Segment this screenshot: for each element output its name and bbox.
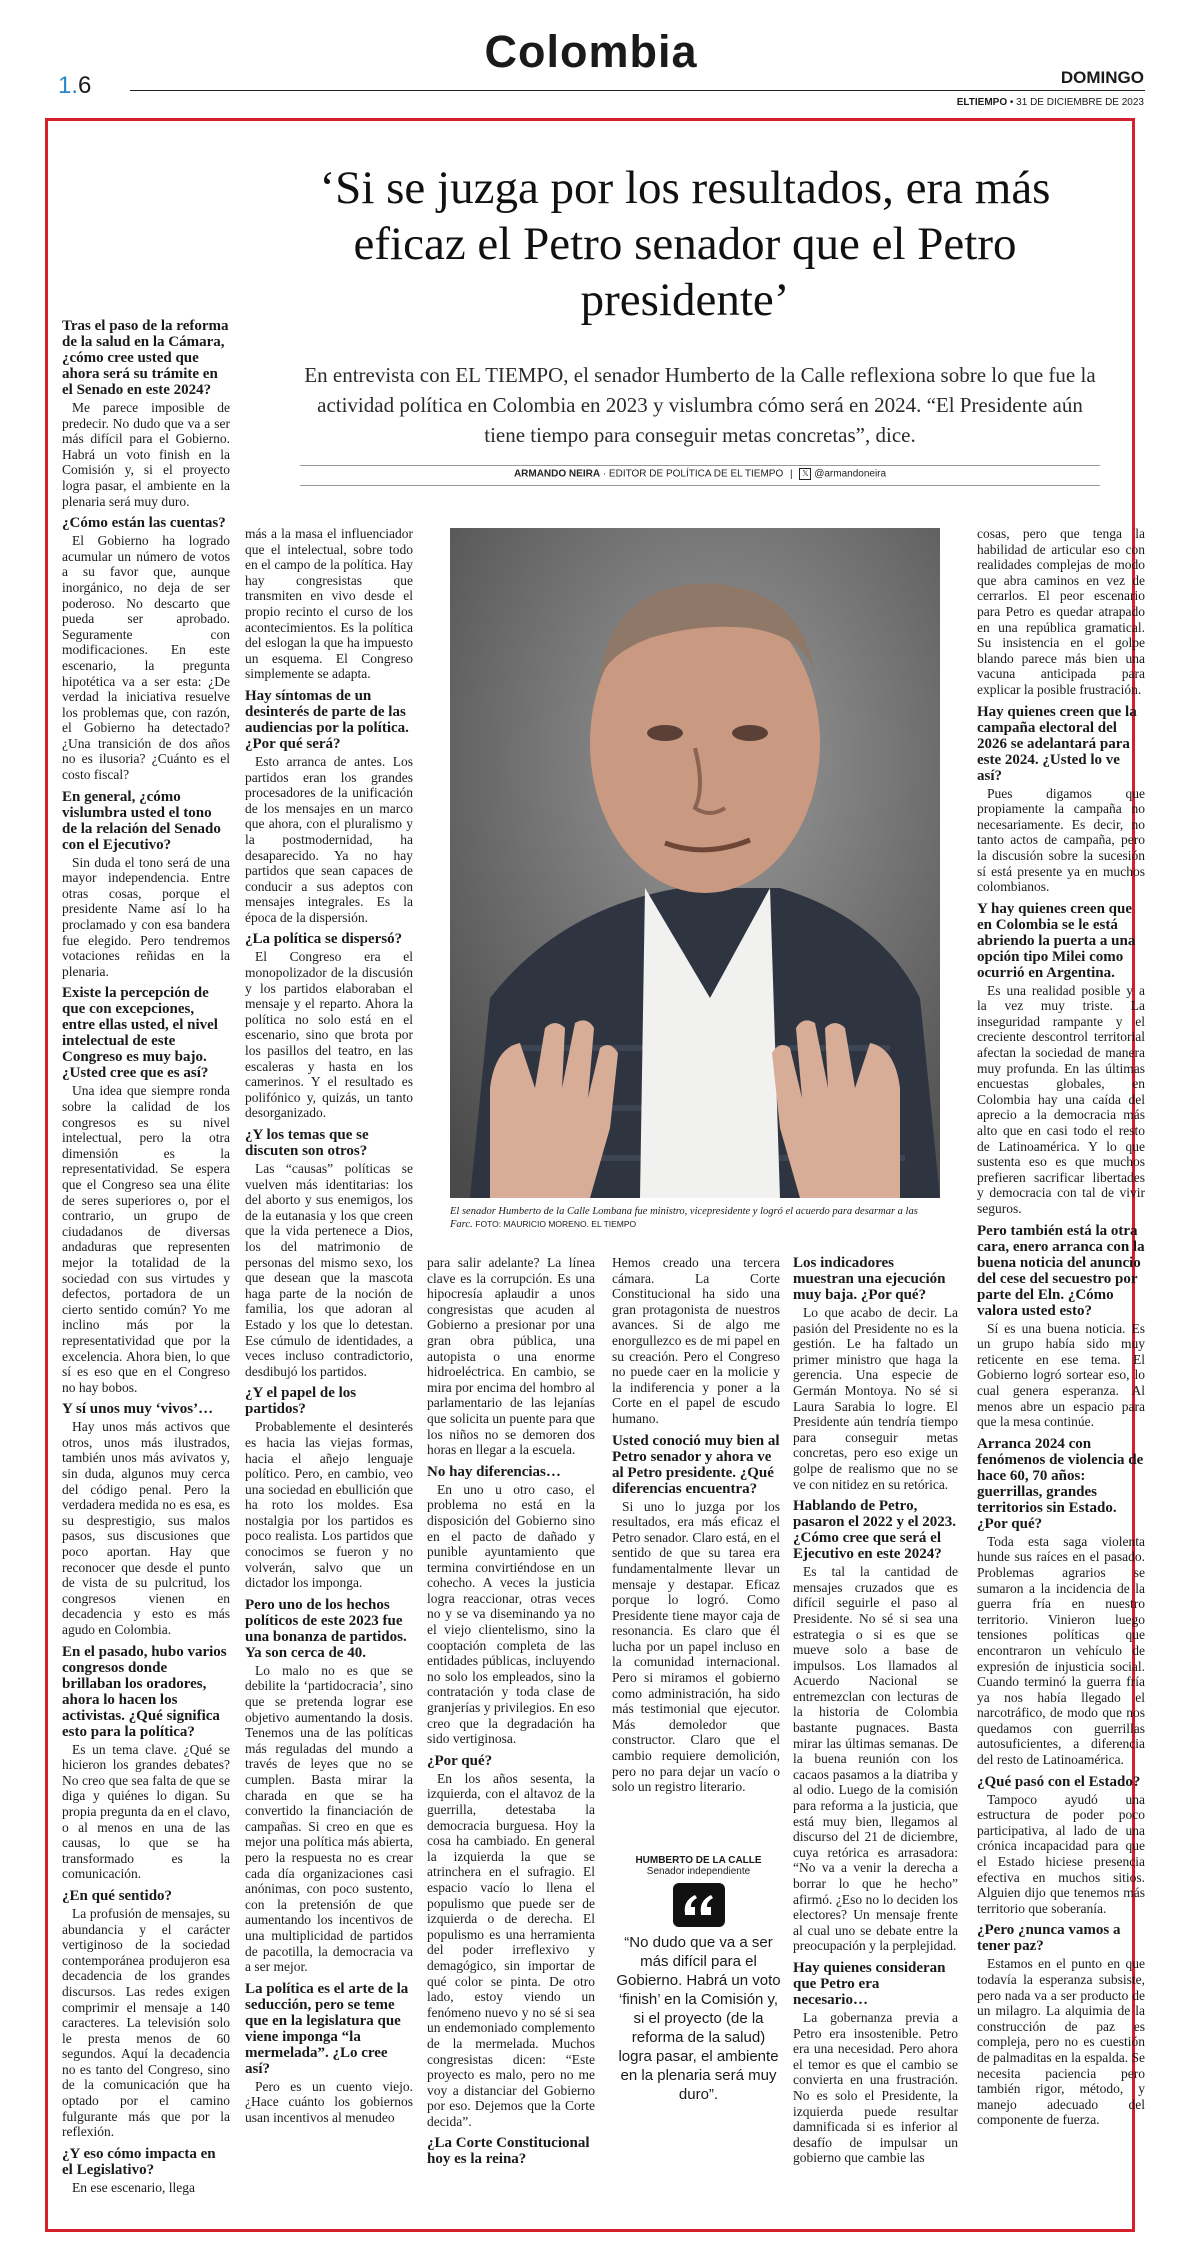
answer: Probablemente el desinterés es hacia las viejas formas, hacia el añejo lenguaje político. Pero, en cambio, veo una sociedad en ebullición que ha roto los moldes. Esa nostalgia por los partidos es poco realista. Los partidos que conocimos se fueron y no volverán, salvo que un dictador los imponga. — [245, 1419, 413, 1591]
answer: Me parece imposible de predecir. No dudo que va a ser más difícil para el Gobierno. Habrá un voto finish en la Comisión y, si el proyecto logra pasar, el ambiente en la plenaria será muy duro. — [62, 400, 230, 509]
answer: Hemos creado una tercera cámara. La Corte Constitucional ha sido una gran protagonista de nuestros avances. Si de algo me enorgullezco es de mi papel en su creación. Pero el Congreso no puede caer en la molicie y la indiferencia y poner a la Corte en el papel de escudo humano. — [612, 1255, 780, 1426]
answer: Toda esta saga violenta hunde sus raíces en el pasado. Problemas agrarios se sumaron a la incidencia de la guerra fría en nuestro territorio. Vinieron luego tensiones políticas que encontraron un vehículo de expresión de injusticia social. Cuando terminó la guerra fría ya nos había llegado el narcotráfico, de modo que nos quedamos con guerrillas autosuficientes, a diferencia del resto de Latinoamérica. — [977, 1533, 1145, 1768]
question: ¿La Corte Constitucional hoy es la reina? — [427, 2135, 590, 2168]
answer: Tampoco ayudó una estructura de poder poco participativa, al lado de una crónica incapacidad para que el Estado hiciese presencia efectiva en muchos sitios. Alguien dijo que tenemos más territorio que soberanía. — [977, 1791, 1145, 1916]
answer: En los años sesenta, la izquierda, con el altavoz de la guerrilla, detestaba la democracia burguesa. Hoy la cosa ha cambiado. En general la izquierda la que se atrinchera en el sufragio. El espacio vacío lo llena el populismo que puede ser de izquierda o de derecha. El populismo es una herramienta del poder irreflexivo y demagógico, sin importar de qué color se pinta. De otro lado, estoy viendo un fenómeno nuevo y no sé si sea un endemoniado complemento de la mermelada. Muchos congresistas dicen: “Este proyecto es malo, pero no me voy a distanciar del Gobierno por eso. Dejemos que la Corte decida”. — [427, 1770, 595, 2129]
question: Pero uno de los hechos políticos de este 2023 fue una bonanza de partidos. Ya son cerca de 40. — [245, 1596, 407, 1661]
question: ¿Qué pasó con el Estado? — [977, 1773, 1141, 1790]
question: ¿Y los temas que se discuten son otros? — [245, 1127, 369, 1159]
quote-role: Senador independiente — [646, 1866, 751, 1877]
byline-name: ARMANDO NEIRA — [513, 468, 601, 480]
column-1 — [62, 312, 230, 2199]
answer: Pero es un cuento viejo. ¿Hace cuánto los gobiernos usan incentivos al menudeo — [245, 2078, 413, 2125]
question: ¿En qué sentido? — [62, 1887, 173, 1904]
column-4 — [612, 1255, 780, 1799]
answer: Lo que acabo de decir. La pasión del Presidente no es la gestión. Le ha faltado un primer ministro que haga la gerencia. Una especie de Germán Montoya. No sé si Laura Sarabia lo logre. El Presidente aún tendría tiempo para conseguir metas concretas, pero eso exige un golpe de realismo que no se ve con nitidez en su retórica. — [793, 1305, 958, 1492]
question: Hay quienes creen que la campaña electoral del 2026 se adelantará para este 2024. ¿Usted lo ve así? — [977, 703, 1137, 784]
day-label: DOMINGO — [1060, 68, 1144, 87]
answer: El Congreso era el monopolizador de la discusión y los partidos elaboraban el mensaje y el reparto. Ahora la política no solo está en el escenario, sino que brota por los pasillos del teatro, en las escaleras y hasta en los camerinos. Y el resultado es polifónico y, quizás, un tanto desorganizado. — [245, 949, 413, 1121]
header-rule — [130, 90, 1145, 91]
answer: Hay unos más activos que otros, unos más ilustrados, también unos más avivatos y, sin duda, algunos muy cerca del código penal. Pero la verdadera medida no es esa, es su desprestigio, sus malos pasos, sus discusiones que poco aportan. Hay que reconocer que desde el punto de vista de su pulcritud, los congresos vienen en decadencia y esto es más agudo en Colombia. — [62, 1419, 230, 1637]
question: Tras el paso de la reforma de la salud en la Cámara, ¿cómo cree usted que ahora será su trámite en el Senado en este 2024? — [62, 318, 229, 398]
x-logo-icon: 𝕏 — [799, 468, 811, 480]
question: Existe la percepción de que con excepciones, entre ellas usted, el nivel intelectual de este Congreso es muy bajo. ¿Usted cree que es así? — [62, 985, 218, 1082]
portrait-photo-graphic — [450, 528, 940, 1198]
answer: Sin duda el tono será de una mayor independencia. Entre otras cosas, porque el presidente Name así lo ha proclamado y con esa bandera fue elegido. Pero tendremos votaciones reñidas en la plenaria. — [62, 854, 230, 979]
portrait-photo — [450, 528, 940, 1198]
answer: Esto arranca de antes. Los partidos eran los grandes procesadores de la unificación de los mensajes en un marco que ahora, con el pluralismo y la postmodernidad, ha desaparecido. Ya no hay partidos que sean capaces de conducir a sus adeptos con mensajes integrales. Es la época de la dispersión. — [245, 753, 413, 925]
question: Y hay quienes creen que en Colombia se le está abriendo la puerta a una opción tipo Milei como ocurrió en Argentina. — [977, 900, 1136, 981]
answer: La gobernanza previa a Petro era insostenible. Petro era una necesidad. Pero ahora el temor es que el cambio se convierta en una frustración. No es solo el Presidente, la izquierda puede resultar damnificada si es inferior al desafío de impulsar un gobierno que cambie las — [793, 2009, 958, 2166]
answer: para salir adelante? La línea clave es la corrupción. Es una hipocresía aplaudir a unos congresistas que acuden al Gobierno a presionar por una gran obra pública, una autopista o una enorme hidroeléctrica. En cambio, se mira por encima del hombro al parlamentario de las lejanías que solicita un puente para que los niños no se demoren dos horas en llegar a la escuela. — [427, 1255, 595, 1458]
question: La política es el arte de la seducción, pero se teme que en la legislatura que viene imponga “la mermelada”. ¿Lo cree así? — [245, 1980, 409, 2077]
question: ¿La política se dispersó? — [245, 931, 403, 948]
photo-caption — [450, 1205, 940, 1231]
page-number — [58, 72, 91, 100]
column-5 — [793, 1255, 958, 2170]
answer: Es tal la cantidad de mensajes cruzados que es difícil seguirle el paso al Presidente. No sé si sea una estrategia o si es que se mueve solo a base de impulsos. Los llamados al Acuerdo Nacional se entremezclan con lecturas de la historia de Colombia bastante pugnaces. Basta mirar las últimas semanas. De la buena reunión con los cacaos pasamos a la diatriba y al odio. Luego de la comisión para reforma a la justicia, que está muy bien, llegamos al discurso del 21 de diciembre, cuya retórica es arrasadora: “No va a venir la derecha a borrar lo que he hecho” afirmó. ¿Eso no lo deciden los electores? Un mensaje frente al cual uno se debate entre la preocupación y la perplejidad. — [793, 1564, 958, 1954]
answer: En uno u otro caso, el problema no está en la disposición del Gobierno sino en el pacto de dañado y punible ayuntamiento que termina convirtiéndose en un cohecho. A veces la justicia logra reaccionar, otras veces no y se va diseminando ya no el viejo clientelismo, sino la cooptación completa de las entidades públicas, incluyendo no solo los empleados, sino la contratación y toda clase de granjerías y privilegios. En eso creo que la degradación ha sido vertiginosa. — [427, 1481, 595, 1747]
answer: El Gobierno ha logrado acumular un número de votos a su favor que, aunque inorgánico, no deja de ser poderoso. No descarto que pueda ser aprobado. Seguramente con modificaciones. En este escenario, la pregunta hipotética va a ser esta: ¿De verdad la iniciativa resuelve los problemas que, con razón, el Gobierno ha detectado? ¿Una transición de dos años no es ilusoria? ¿Cuánto es el costo fiscal? — [62, 533, 230, 783]
byline: ARMANDO NEIRA · EDITOR DE POLÍTICA DE EL TIEMPO | 𝕏 @armandoneira — [513, 468, 887, 480]
answer: Las “causas” políticas se vuelven más identitarias: los del aborto y sus enemigos, los de la eutanasia y los que creen que la vida pertenece a Dios, los del matrimonio de personas del mismo sexo, los que desean que la mascota haga parte de la noción de familia, los que adoran al Estado y los que lo detestan. Ese cúmulo de identidades, a veces incluso contradictorio, desdibujó los partidos. — [245, 1161, 413, 1379]
question: Pero también está la otra cara, enero arranca con la buena noticia del anuncio del cese del secuestro por parte del Eln. ¿Cómo valora usted esto? — [977, 1222, 1145, 1319]
page-number-prefix: 1. — [58, 72, 79, 99]
question: Hay quienes consideran que Petro era necesario… — [793, 1959, 946, 2008]
byline-rule-bottom — [300, 485, 1100, 486]
byline-rule-top — [300, 465, 1100, 466]
answer: En ese escenario, llega — [72, 2179, 195, 2195]
page-number-value: 6 — [78, 72, 92, 99]
question: ¿Y el papel de los partidos? — [245, 1385, 357, 1418]
byline-social: @armandoneira — [814, 468, 887, 480]
dateline — [957, 97, 1144, 108]
question: ¿Y eso cómo impacta en el Legislativo? — [62, 2145, 216, 2178]
column-3 — [427, 1255, 595, 2169]
question: Los indicadores muestran una ejecución muy baja. ¿Por qué? — [793, 1255, 946, 1303]
headline: ‘Si se juzga por los resultados, era más eficaz el Petro senador que el Petro presidente’ — [319, 162, 1051, 326]
question: Y sí unos muy ‘vivos’… — [62, 1401, 214, 1418]
quote-text: “No dudo que va a ser más difícil para el Gobierno. Habrá un voto ‘finish’ en la Comisión y, si el proyecto (de la reforma de la salud) logra pasar, el ambiente en la plenaria será muy duro”. — [616, 1934, 781, 2103]
answer: Estamos en el punto en que todavía la esperanza subsiste, pero nada va a ser producto de un milagro. La alquimia de la construcción de paz es compleja, pero no es cuestión de palmaditas en la espalda. Se necesita paciencia pero también rigor, método, y manejo adecuado del componente de fuerza. — [977, 1956, 1145, 2128]
photo-credit: FOTO: MAURICIO MORENO. EL TIEMPO — [475, 1219, 637, 1229]
answer: Es un tema clave. ¿Qué se hicieron los grandes debates? No creo que sea falta de que se diga y quiénes lo digan. Su propia pregunta da en el clavo, o al menos en una de las causas, lo que se ha transformado es la comunicación. — [62, 1741, 230, 1882]
answer: Es una realidad posible y a la vez muy triste. La inseguridad rampante y el creciente descontrol territorial afectan la sociedad de manera muy profunda. En las últimas encuestas globales, en Colombia hay una caída del aprecio a la democracia más alto que en casi todo el resto de Latinoamérica. Y lo que sustenta eso es que muchos prefieren sacrificar libertades y democracia con tal de vivir seguros. — [977, 982, 1145, 1216]
question: Arranca 2024 con fenómenos de violencia de hace 60, 70 años: guerrillas, grandes territorios sin Estado. ¿Por qué? — [977, 1435, 1144, 1532]
byline-role: · EDITOR DE POLÍTICA DE EL TIEMPO — [600, 468, 784, 480]
paper-name: ELTIEMPO — [956, 97, 1008, 108]
question: No hay diferencias… — [427, 1463, 561, 1480]
caption-text: El senador Humberto de la Calle Lombana fue ministro, vicepresidente y logró el acuerdo para desarmar a las Farc. — [450, 1206, 918, 1230]
question: Hay síntomas de un desinterés de parte de las audiencias por la política. ¿Por qué será? — [245, 687, 409, 752]
answer: La profusión de mensajes, su abundancia y el carácter vertiginoso de la sociedad contemporánea produjeron esa decadencia de los grandes discursos. Las redes exigen comprimir el mensaje a 140 caracteres. La televisión solo le presta menos de 60 segundos. Aquí la decadencia no es tanto del Congreso, sino de la comunicación que ha optado por el camino fulgurante más que por la reflexión. — [62, 1905, 230, 2140]
question: Hablando de Petro, pasaron el 2022 y el 2023. ¿Cómo cree que será el Ejecutivo en este 2024? — [793, 1498, 957, 1563]
pull-quote — [616, 1855, 781, 2104]
quote-name: HUMBERTO DE LA CALLE — [635, 1855, 762, 1866]
answer: cosas, pero que tenga la habilidad de articular eso con realidades complejas de modo que abra caminos en vez de cerrarlos. El peor escenario para Petro es quedar atrapado en una república gramatical. Su insistencia en el golpe blando parece más bien una vacuna anticipada para explicar la posible frustración. — [977, 526, 1145, 697]
question: En general, ¿cómo vislumbra usted el tono de la relación del Senado con el Ejecutivo? — [62, 788, 221, 853]
question: Usted conoció muy bien al Petro senador y ahora ve al Petro presidente. ¿Qué diferencias encuentra? — [612, 1432, 780, 1497]
column-6 — [977, 526, 1145, 2132]
section-title: Colombia — [484, 26, 698, 77]
answer: Pues digamos que propiamente la campaña no necesariamente. Es decir, no tanto actos de campaña, pero la discusión sobre la sucesión sí está presente ya en muchos colombianos. — [977, 785, 1145, 895]
question: ¿Pero ¿nunca vamos a tener paz? — [977, 1922, 1121, 1955]
column-2 — [245, 526, 413, 2130]
question: En el pasado, hubo varios congresos donde brillaban los oradores, ahora lo hacen los activistas. ¿Qué significa esto para la política? — [62, 1643, 227, 1740]
question: ¿Cómo están las cuentas? — [62, 515, 226, 532]
answer: Lo malo no es que se debilite la ‘partidocracia’, sino que se pretenda lograr ese objetivo aumentando la dosis. Tenemos una de las políticas más reguladas del mundo a través de leyes que no se cumplen. Basta mirar la charada en que se ha convertido la financiación de campañas. Si creo en que es mejor una política más abierta, pero la respuesta no es crear cada día organizaciones casi anónimas, con poco sustento, con la pretensión de que aumentando los incentivos de una multiplicidad de partidos de pacotilla, la democracia va a ser mejor. — [245, 1662, 413, 1975]
date-text: • 31 DE DICIEMBRE DE 2023 — [1007, 97, 1144, 108]
quote-mark-icon — [673, 1883, 725, 1927]
answer: Sí es una buena noticia. Es un grupo había sido muy reticente en ese tema. El Gobierno logró sortear eso, lo cual genera esperanza. Al menos abre un espacio para que la mesa continúe. — [977, 1320, 1145, 1430]
answer: más a la masa el influenciador que el intelectual, sobre todo en el campo de la política. Hay hay congresistas que transmiten en vivo desde el propio recinto el curso de los acontecimientos. Es la política del eslogan la que ha impuesto un esquema. El Congreso simplemente se adapta. — [245, 526, 413, 682]
question: ¿Por qué? — [427, 1752, 493, 1769]
dek: En entrevista con EL TIEMPO, el senador Humberto de la Calle reflexiona sobre lo que fue la actividad política en Colombia en 2023 y vislumbra cómo será en 2024. “El Presidente aún tiene tiempo para conseguir metas concretas”, dice. — [304, 363, 1096, 447]
answer: Una idea que siempre ronda sobre la calidad de los congresos es su nivel intelectual, pero la otra dimensión es la representatividad. Se espera que el Congreso sea una élite de seres superiores o, por el contrario, un grupo de ciudadanos de diversas andaduras que representen mejor la totalidad de la sociedad con sus virtudes y defectos, portadora de un cierto sentido común? Yo me inclino más por la representatividad que por la excelencia. Ahora bien, lo que sí es eso que en el Congreso no hay bobos. — [62, 1083, 230, 1395]
answer: Si uno lo juzga por los resultados, era más eficaz el Petro senador. Claro está, en el sentido de que su tarea era fundamentalmente llevar un mensaje y destapar. Eficaz porque lo logró. Como Presidente tiene mayor caja de resonancia. Es claro que él lucha por un papel incluso en la comunidad internacional. Pero si miramos el gobierno como administración, ha sido más testimonial que ejecutor. Más demoledor que constructor. Claro que el cambio requiere demolición, pero no para dejar un vacío o solo un registro literario. — [612, 1498, 780, 1795]
